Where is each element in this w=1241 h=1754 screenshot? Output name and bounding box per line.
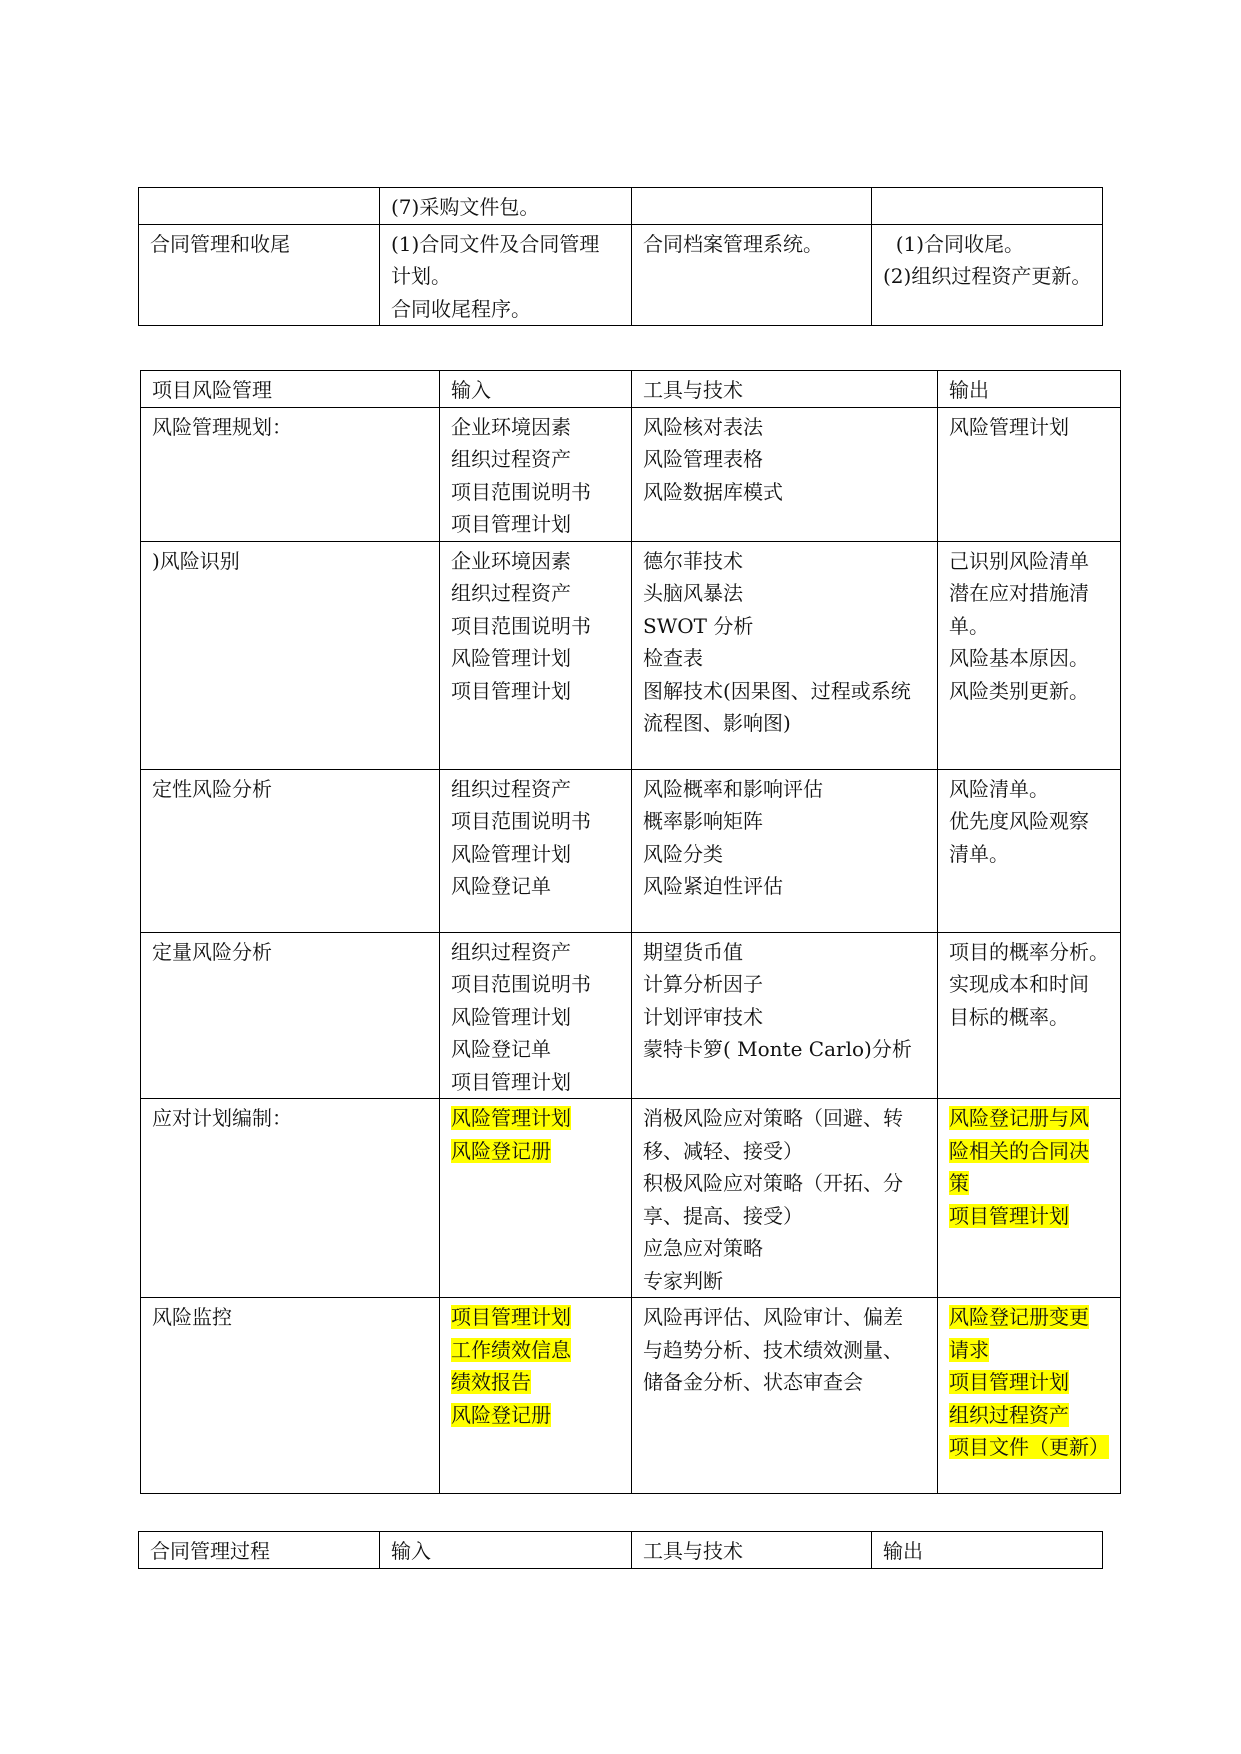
- cell-line: [949, 1431, 1110, 1464]
- cell-line: 风险管理计划: [451, 1004, 571, 1029]
- contract-management-table: [138, 1531, 1103, 1569]
- cell-line: (2)组织过程资产更新。: [883, 264, 1092, 288]
- process-name-cell: [141, 1099, 440, 1298]
- tools-cell: [632, 407, 938, 541]
- table-row: [141, 1099, 1121, 1298]
- cell-line: [451, 1366, 621, 1399]
- table-row: [141, 407, 1121, 541]
- cell-line: 组织过程资产: [451, 581, 571, 605]
- cell-line: 享、提高、接受）: [643, 1203, 803, 1228]
- highlighted-text: 项目管理计划: [949, 1203, 1069, 1228]
- table-header-row: [139, 1532, 1103, 1569]
- inputs-cell: [440, 769, 632, 932]
- cell-line: 风险管理计划: [949, 414, 1069, 439]
- table-cell: [139, 188, 380, 225]
- header-cell: 项目风险管理: [141, 371, 440, 408]
- table-header-row: [141, 371, 1121, 408]
- cell-line: 计划。: [391, 264, 451, 288]
- highlighted-text: 组织过程资产: [949, 1402, 1069, 1427]
- highlighted-text: 项目管理计划: [949, 1370, 1069, 1394]
- cell-line: 概率影响矩阵: [643, 809, 763, 833]
- cell-line: 风险登记单: [451, 1037, 551, 1061]
- cell-line: 目标的概率。: [949, 1004, 1069, 1029]
- cell-text: 合同档案管理系统。: [643, 231, 823, 256]
- highlighted-text: 请求: [949, 1337, 989, 1362]
- tools-cell: [632, 1298, 938, 1494]
- highlighted-text: 险相关的合同决: [949, 1138, 1089, 1163]
- table-row: [141, 1298, 1121, 1494]
- inputs-cell: [440, 407, 632, 541]
- highlighted-text: 风险登记册与风: [949, 1106, 1089, 1130]
- cell-line: SWOT 分析: [643, 613, 754, 638]
- cell-line: 储备金分析、状态审查会: [643, 1370, 863, 1394]
- highlighted-text: 绩效报告: [451, 1370, 531, 1394]
- cell-line: [949, 1102, 1110, 1135]
- outputs-cell: [938, 769, 1121, 932]
- outputs-cell: [938, 541, 1121, 769]
- table-row: [141, 769, 1121, 932]
- cell-line: [949, 1366, 1110, 1399]
- table-row: [139, 188, 1103, 225]
- cell-text: (7)采购文件包。: [391, 195, 540, 219]
- cell-line: 组织过程资产: [451, 939, 571, 964]
- inputs-cell: [440, 1099, 632, 1298]
- highlighted-text: 风险登记册: [451, 1138, 551, 1163]
- cell-text: 应对计划编制：: [152, 1106, 292, 1130]
- cell-line: 组织过程资产: [451, 447, 571, 471]
- cell-line: 风险管理计划: [451, 841, 571, 866]
- cell-line: 积极风险应对策略（开拓、分: [643, 1171, 903, 1195]
- risk-management-table: [140, 370, 1121, 1494]
- tools-cell: [632, 1099, 938, 1298]
- table-cell: [872, 188, 1103, 225]
- cell-line: 风险登记单: [451, 874, 551, 898]
- cell-line: 风险类别更新。: [949, 678, 1089, 703]
- table-cell: [632, 188, 872, 225]
- header-cell: 输出: [938, 371, 1121, 408]
- cell-text: )风险识别: [152, 548, 240, 573]
- outputs-cell: [938, 1298, 1121, 1494]
- cell-line: 风险清单。: [949, 776, 1049, 801]
- cell-line: 移、减轻、接受）: [643, 1138, 803, 1163]
- cell-line: 与趋势分析、技术绩效测量、: [643, 1337, 903, 1362]
- cell-line: 消极风险应对策略（回避、转: [643, 1106, 903, 1130]
- cell-line: 项目管理计划: [451, 678, 571, 703]
- cell-line: 蒙特卡箩( Monte Carlo)分析: [643, 1037, 912, 1061]
- cell-text: 风险监控: [152, 1305, 232, 1329]
- tools-cell: [632, 769, 938, 932]
- cell-line: 风险管理计划: [451, 646, 571, 670]
- cell-line: 项目范围说明书: [451, 972, 591, 996]
- header-cell: 合同管理过程: [139, 1532, 380, 1569]
- cell-line: 单。: [949, 613, 989, 638]
- cell-line: 项目范围说明书: [451, 613, 591, 638]
- cell-line: 风险管理表格: [643, 447, 763, 471]
- cell-line: 潜在应对措施清: [949, 581, 1089, 605]
- cell-line: 图解技术(因果图、过程或系统: [643, 678, 911, 703]
- header-cell: 工具与技术: [632, 371, 938, 408]
- process-name-cell: [139, 224, 380, 326]
- cell-line: 期望货币值: [643, 939, 743, 964]
- contract-closeout-table: [138, 187, 1103, 326]
- cell-line: 风险再评估、风险审计、偏差: [643, 1305, 903, 1329]
- process-name-cell: [141, 407, 440, 541]
- cell-line: 实现成本和时间: [949, 972, 1089, 996]
- cell-text: 风险管理规划：: [152, 414, 292, 439]
- cell-line: 项目的概率分析。: [949, 939, 1109, 964]
- cell-line: 项目范围说明书: [451, 479, 591, 504]
- highlighted-text: 项目管理计划: [451, 1305, 571, 1329]
- cell-line: [949, 1399, 1110, 1432]
- cell-line: [451, 1399, 621, 1432]
- cell-line: 应急应对策略: [643, 1236, 763, 1260]
- highlighted-text: 项目文件（更新）: [949, 1435, 1109, 1459]
- process-name-cell: [141, 769, 440, 932]
- cell-line: 优先度风险观察: [949, 809, 1089, 833]
- process-name-cell: [141, 1298, 440, 1494]
- cell-line: 德尔菲技术: [643, 548, 743, 573]
- cell-line: 企业环境因素: [451, 548, 571, 573]
- header-cell: 输出: [872, 1532, 1103, 1569]
- outputs-cell: [938, 932, 1121, 1099]
- table-cell: [380, 224, 632, 326]
- highlighted-text: 风险登记册: [451, 1402, 551, 1427]
- cell-line: 合同收尾程序。: [391, 296, 531, 321]
- cell-text: 定量风险分析: [152, 939, 272, 964]
- cell-line: 清单。: [949, 841, 1009, 866]
- cell-line: 风险概率和影响评估: [643, 776, 823, 801]
- cell-line: [451, 1334, 621, 1367]
- cell-line: (1)合同文件及合同管理: [391, 231, 600, 256]
- table-cell: [632, 224, 872, 326]
- cell-line: 头脑风暴法: [643, 581, 743, 605]
- cell-line: 专家判断: [643, 1268, 723, 1293]
- highlighted-text: 风险管理计划: [451, 1106, 571, 1130]
- outputs-cell: [938, 1099, 1121, 1298]
- inputs-cell: [440, 1298, 632, 1494]
- cell-line: [451, 1135, 621, 1168]
- cell-line: 计算分析因子: [643, 972, 763, 996]
- header-cell: 工具与技术: [632, 1532, 872, 1569]
- cell-line: 检查表: [643, 646, 703, 670]
- table-cell: [872, 224, 1103, 326]
- cell-line: 风险数据库模式: [643, 479, 783, 504]
- cell-line: 风险分类: [643, 841, 723, 866]
- cell-line: 风险核对表法: [643, 414, 763, 439]
- process-name-cell: [141, 541, 440, 769]
- cell-line: 己识别风险清单: [949, 548, 1089, 573]
- table-row: [141, 932, 1121, 1099]
- cell-line: 风险紧迫性评估: [643, 874, 783, 898]
- table-row: [139, 224, 1103, 326]
- outputs-cell: [938, 407, 1121, 541]
- cell-line: [949, 1200, 1110, 1233]
- cell-line: (1)合同收尾。: [883, 231, 1025, 256]
- process-name-cell: [141, 932, 440, 1099]
- header-cell: 输入: [380, 1532, 632, 1569]
- highlighted-text: 风险登记册变更: [949, 1305, 1089, 1329]
- cell-line: 项目管理计划: [451, 512, 571, 536]
- cell-line: 计划评审技术: [643, 1004, 763, 1029]
- cell-line: [949, 1301, 1110, 1334]
- cell-line: 风险基本原因。: [949, 646, 1089, 670]
- table-row: [141, 541, 1121, 769]
- cell-line: [451, 1301, 621, 1334]
- cell-line: [949, 1334, 1110, 1367]
- highlighted-text: 策: [949, 1171, 969, 1195]
- cell-line: 组织过程资产: [451, 776, 571, 801]
- cell-text: 合同管理和收尾: [150, 231, 290, 256]
- tools-cell: [632, 541, 938, 769]
- inputs-cell: [440, 541, 632, 769]
- tools-cell: [632, 932, 938, 1099]
- cell-line: 企业环境因素: [451, 414, 571, 439]
- cell-line: [949, 1167, 1110, 1200]
- inputs-cell: [440, 932, 632, 1099]
- cell-text: 定性风险分析: [152, 776, 272, 801]
- cell-line: [949, 1135, 1110, 1168]
- cell-line: 项目管理计划: [451, 1069, 571, 1094]
- header-cell: 输入: [440, 371, 632, 408]
- cell-line: 项目范围说明书: [451, 809, 591, 833]
- cell-line: 流程图、影响图): [643, 711, 791, 735]
- table-cell: [380, 188, 632, 225]
- cell-line: [451, 1102, 621, 1135]
- highlighted-text: 工作绩效信息: [451, 1337, 571, 1362]
